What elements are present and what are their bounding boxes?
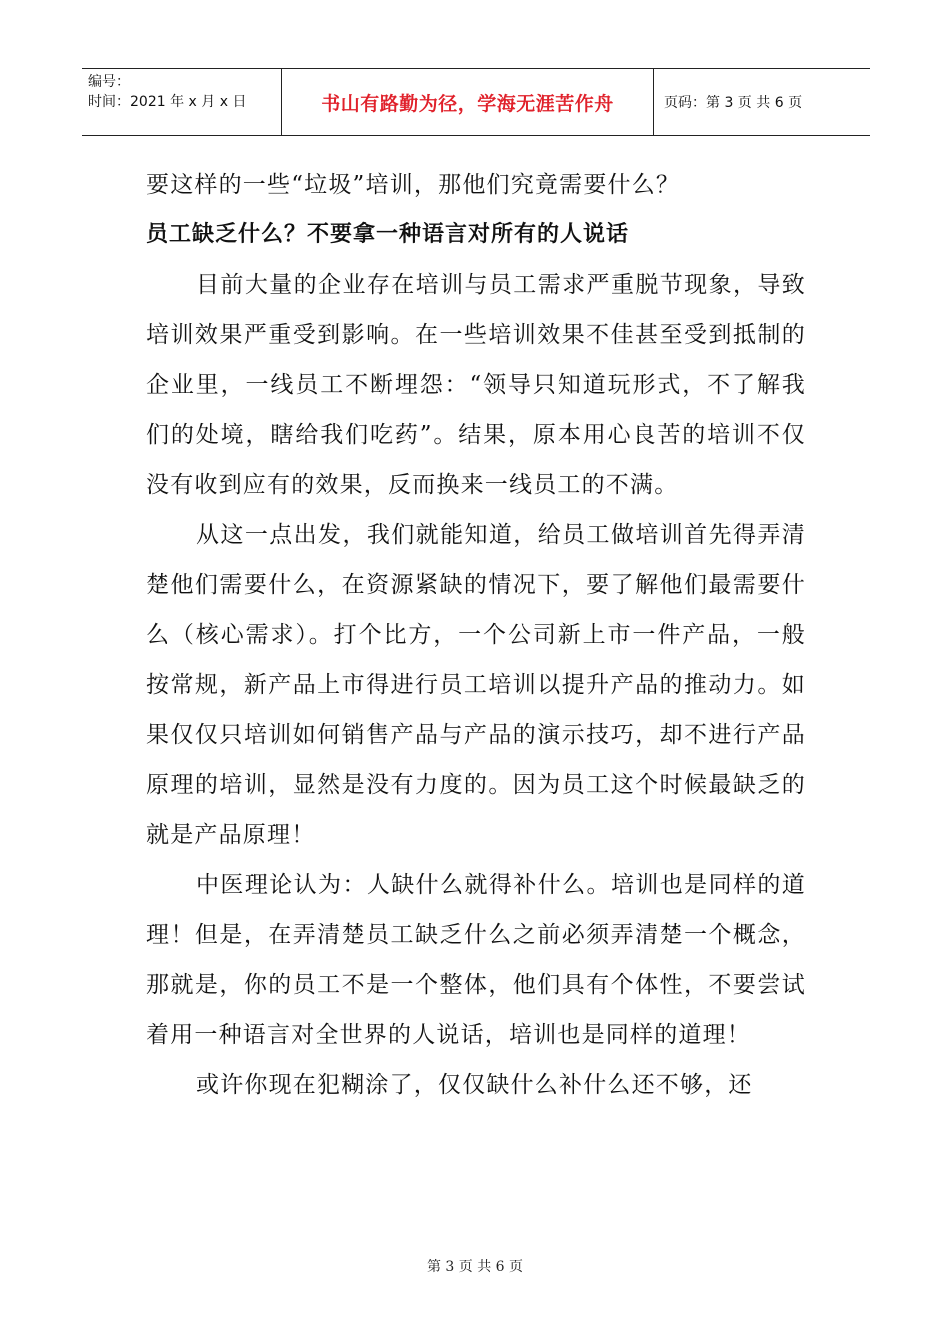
- document-body: [146, 160, 806, 1110]
- paragraph: 或许你现在犯糊涂了，仅仅缺什么补什么还不够，还: [196, 1072, 753, 1098]
- header-meta: [82, 69, 282, 135]
- header-motto: 书山有路勤为径，学海无涯苦作舟: [321, 92, 614, 115]
- page-info-text: 页码：第 3 页 共 6 页: [664, 95, 803, 111]
- document-number: 编号：: [88, 74, 130, 90]
- paragraph: 目前大量的企业存在培训与员工需求严重脱节现象，导致培训效果严重受到影响。在一些培训效果不佳甚至受到抵制的企业里，一线员工不断埋怨：“领导只知道玩形式，不了解我们的处境，瞎给我们吃药”。结果，原本用心良苦的培训不仅没有收到应有的效果，反而换来一线员工的不满。: [146, 272, 806, 498]
- header-page-info: [654, 69, 870, 135]
- paragraph: 从这一点出发，我们就能知道，给员工做培训首先得弄清楚他们需要什么，在资源紧缺的情况下，要了解他们最需要什么（核心需求）。打个比方，一个公司新上市一件产品，一般按常规，新产品上市得进行员工培训以提升产品的推动力。如果仅仅只培训如何销售产品与产品的演示技巧，却不进行产品原理的培训，显然是没有力度的。因为员工这个时候最缺乏的就是产品原理！: [146, 522, 806, 848]
- document-header: [82, 68, 870, 136]
- section-heading: 员工缺乏什么？不要拿一种语言对所有的人说话: [146, 222, 630, 247]
- header-motto-cell: [282, 69, 654, 135]
- document-date: 时间：2021 年 x 月 x 日: [88, 94, 247, 110]
- page-footer: 第 3 页 共 6 页: [426, 1259, 524, 1275]
- paragraph-continued: 要这样的一些“垃圾”培训，那他们究竟需要什么？: [146, 172, 681, 198]
- paragraph: 中医理论认为：人缺什么就得补什么。培训也是同样的道理！但是，在弄清楚员工缺乏什么之前必须弄清楚一个概念，那就是，你的员工不是一个整体，他们具有个体性，不要尝试着用一种语言对全世界的人说话，培训也是同样的道理！: [146, 872, 806, 1048]
